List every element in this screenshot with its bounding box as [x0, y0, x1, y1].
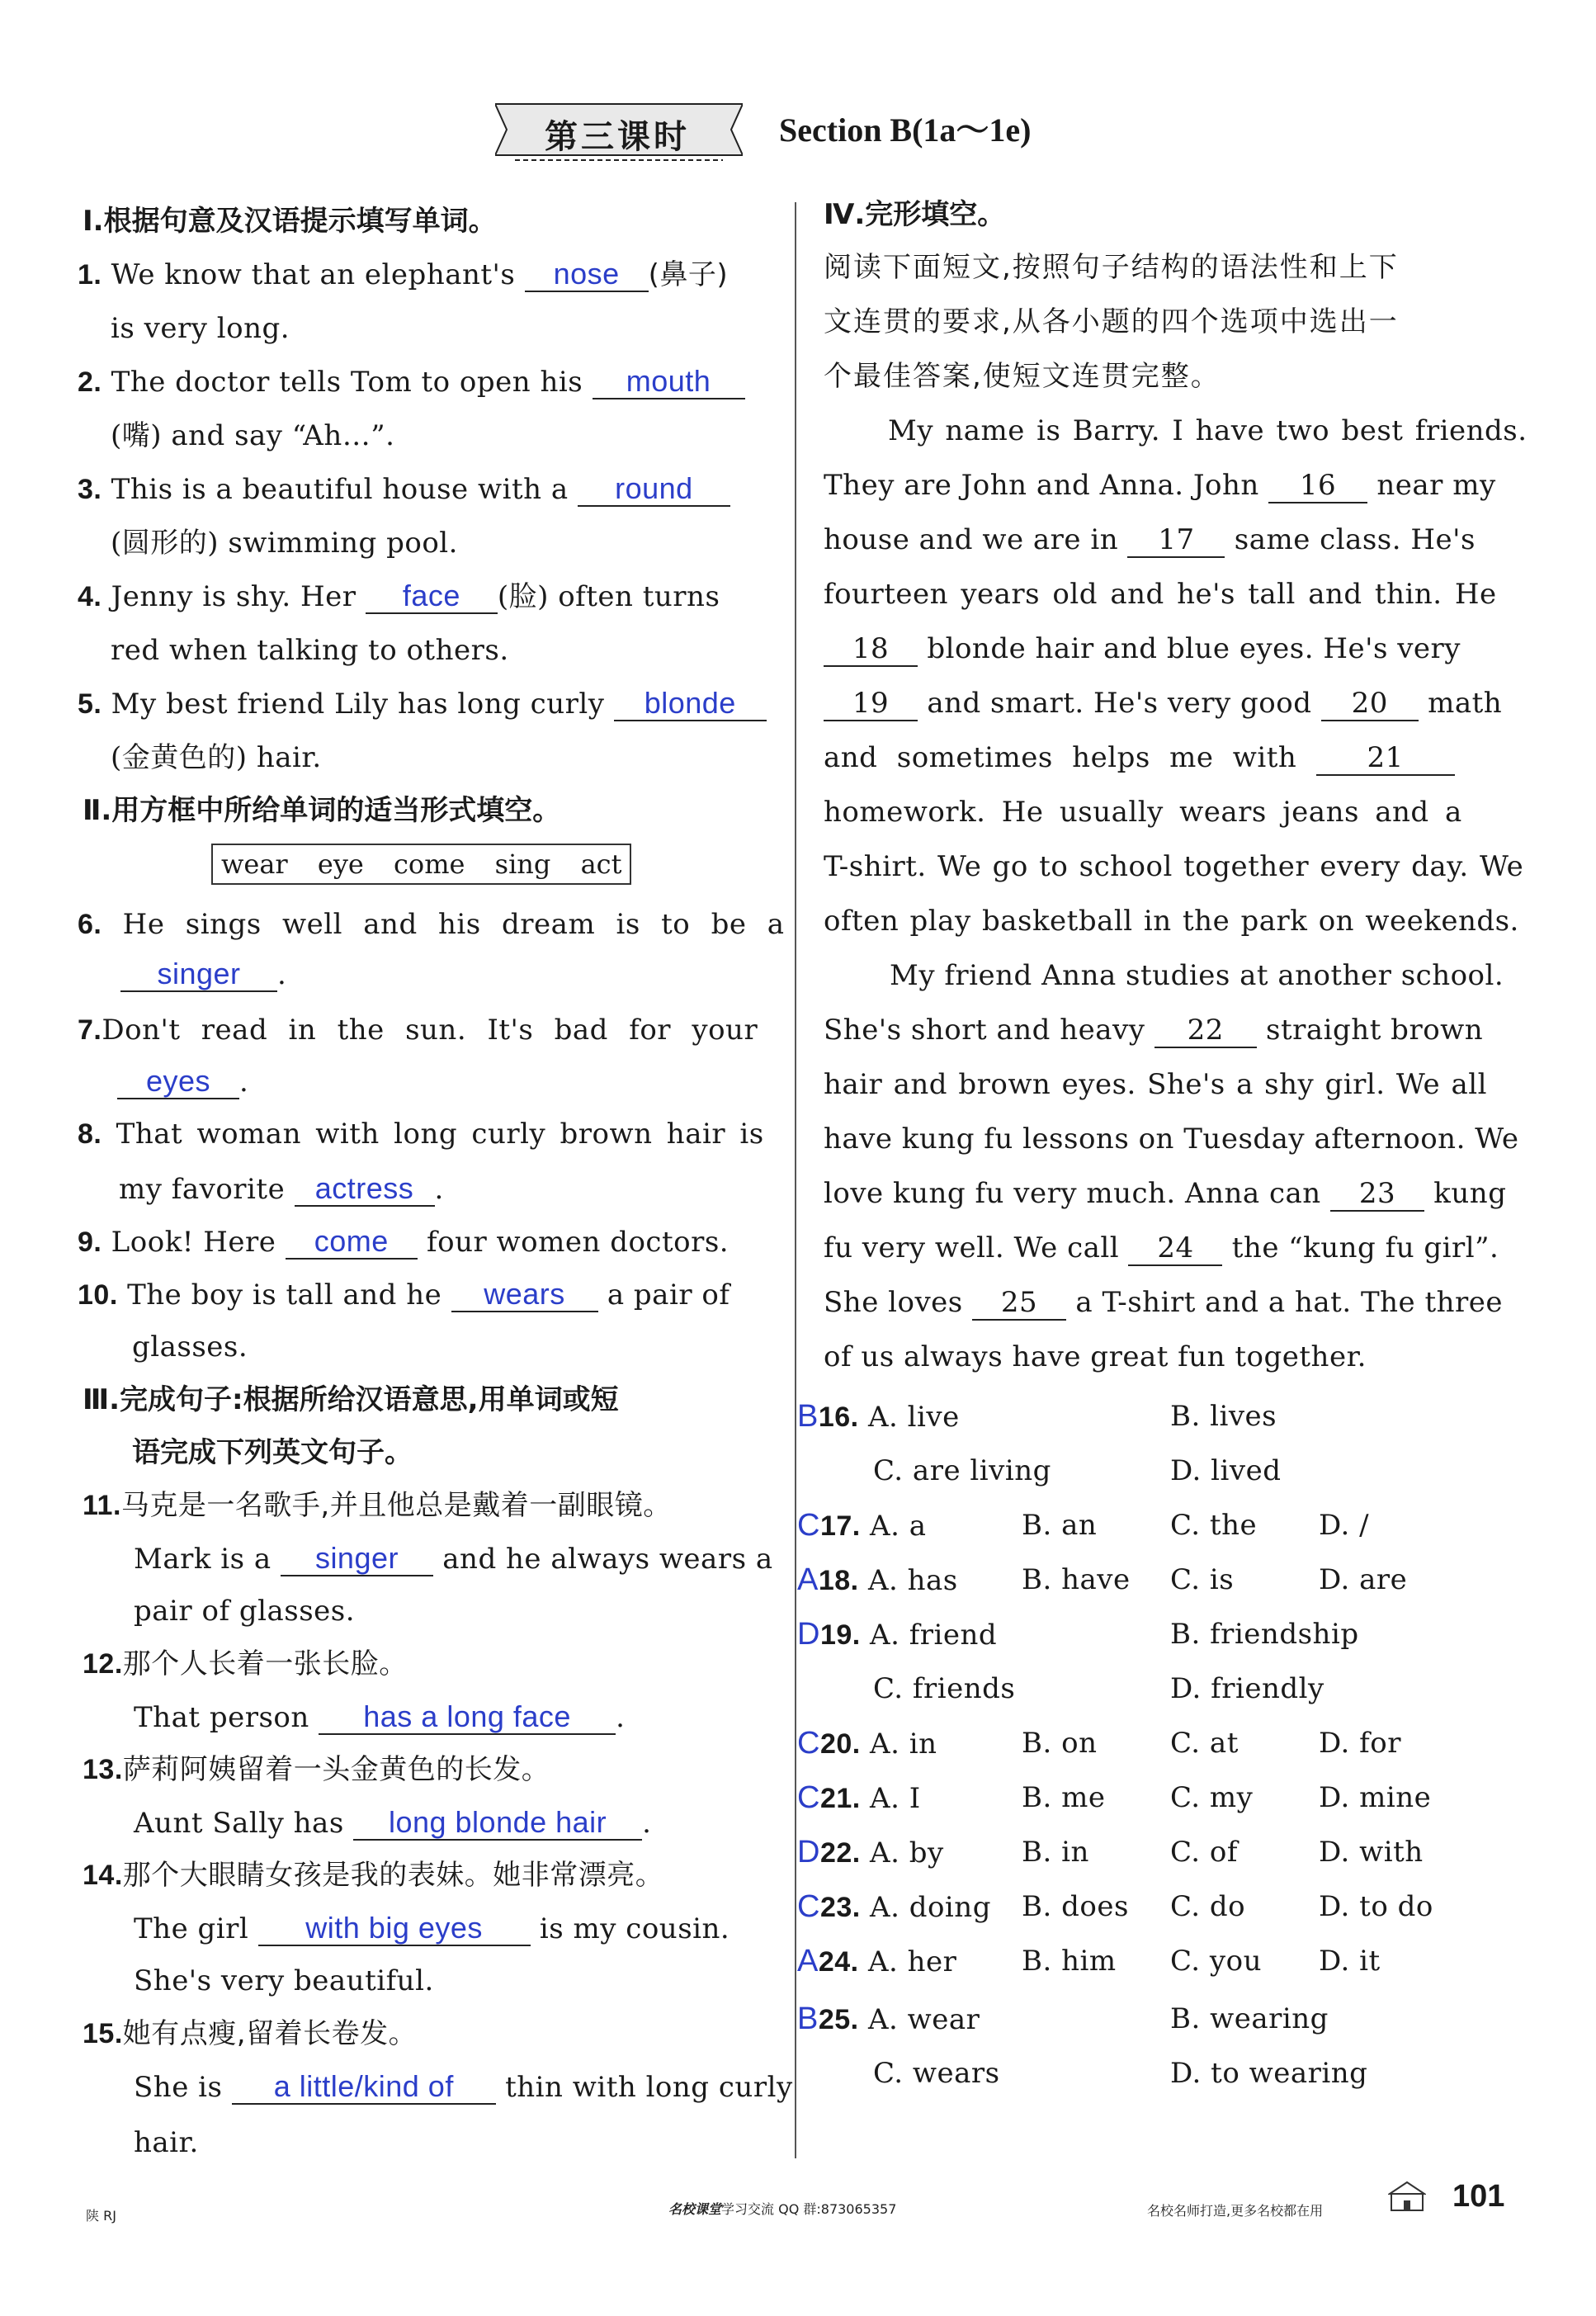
footer-center: 名校课堂学习交流 QQ 群:873065357	[668, 2201, 897, 2217]
q2-answer: mouth	[593, 365, 745, 399]
blank-18: 18	[824, 632, 918, 667]
option-17-c: C. the	[1170, 1509, 1258, 1542]
option-23-b: B. does	[1022, 1890, 1129, 1923]
q7-line2: eyes .	[117, 1065, 248, 1099]
option-21-b: B. me	[1022, 1781, 1106, 1814]
part4-instr-3: 个最佳答案,使短文连贯完整。	[824, 360, 1221, 393]
q8-line1: 8. That woman with long curly brown hair is	[78, 1118, 764, 1151]
passage-line-2: They are John and Anna. John 16 near my	[824, 469, 1496, 502]
option-18-c: C. is	[1170, 1563, 1235, 1596]
q14-answer: with big eyes	[258, 1912, 531, 1946]
option-23-d: D. to do	[1319, 1890, 1433, 1923]
option-row-18: A18. A. has	[797, 1562, 958, 1597]
q15-answer: a little/kind of	[232, 2070, 496, 2105]
lesson-title: 第三课时	[545, 118, 690, 156]
option-22-c: C. of	[1170, 1836, 1238, 1869]
passage-line-4: fourteen years old and he's tall and thin. He	[824, 578, 1497, 611]
passage-line-12: She's short and heavy 22 straight brown	[824, 1014, 1484, 1047]
passage-line-18: of us always have great fun together.	[824, 1340, 1367, 1373]
option-25-d: D. to wearing	[1170, 2057, 1368, 2090]
footer-brand: 名校课堂	[668, 2201, 722, 2217]
passage-line-7: and sometimes helps me with 21	[824, 741, 1455, 776]
option-row-22: D22. A. by	[797, 1835, 944, 1869]
option-17-d: D. /	[1319, 1509, 1370, 1542]
option-row-21: C21. A. I	[797, 1780, 921, 1815]
option-16-b: B. lives	[1170, 1400, 1277, 1433]
footer-edition: 陕 RJ	[86, 2208, 116, 2224]
blank-21: 21	[1316, 741, 1455, 776]
option-25-b: B. wearing	[1170, 2002, 1329, 2035]
part1-title: Ⅰ.根据句意及汉语提示填写单词。	[83, 205, 497, 238]
passage-line-17: She loves 25 a T-shirt and a hat. The three	[824, 1286, 1504, 1319]
passage-line-16: fu very well. We call 24 the “kung fu girl”.	[824, 1231, 1499, 1264]
q13-answer: long blonde hair	[353, 1806, 642, 1841]
blank-23: 23	[1330, 1177, 1424, 1212]
option-row-19: D19. A. friend	[797, 1617, 998, 1652]
q11-zh: 11.马克是一名歌手,并且他总是戴着一副眼镜。	[83, 1489, 672, 1522]
q5-line2: (金黄色的) hair.	[111, 741, 322, 774]
q4-answer: face	[366, 579, 498, 614]
footer-slogan: 名校名师打造,更多名校都在用	[1147, 2203, 1324, 2219]
blank-24: 24	[1128, 1231, 1222, 1266]
blank-25: 25	[972, 1286, 1066, 1321]
q2-line1: 2. The doctor tells Tom to open his mouth	[78, 365, 745, 399]
q13-en: Aunt Sally has long blonde hair .	[134, 1805, 652, 1840]
lesson-badge	[495, 97, 743, 162]
q6-answer: singer	[120, 957, 277, 992]
q1-line2: is very long.	[111, 312, 290, 345]
passage-line-14: have kung fu lessons on Tuesday afternoon. We	[824, 1123, 1519, 1156]
answer-21: C	[797, 1780, 820, 1815]
option-21-c: C. my	[1170, 1781, 1254, 1814]
word-box: wear eye come sing act	[211, 844, 631, 885]
passage-line-6: 19 and smart. He's very good 20 math	[824, 687, 1502, 721]
q6-line2: singer .	[120, 957, 286, 992]
option-18-b: B. have	[1022, 1563, 1131, 1596]
section-title: Section B(1a～1e)	[779, 111, 1032, 149]
option-23-c: C. do	[1170, 1890, 1246, 1923]
option-18-d: D. are	[1319, 1563, 1408, 1596]
passage-line-3: house and we are in 17 same class. He's	[824, 523, 1476, 556]
option-row-23: C23. A. doing	[797, 1889, 991, 1924]
q8-answer: actress	[295, 1172, 435, 1207]
part4-instr-1: 阅读下面短文,按照句子结构的语法性和上下	[824, 251, 1399, 284]
q10-line1: 10. The boy is tall and he wears a pair of	[78, 1277, 730, 1312]
q14-en-2: She's very beautiful.	[134, 1964, 434, 1997]
option-24-d: D. it	[1319, 1945, 1381, 1978]
passage-line-8: homework. He usually wears jeans and a	[824, 796, 1462, 829]
q12-answer: has a long face	[319, 1700, 616, 1735]
option-19-d: D. friendly	[1170, 1672, 1324, 1705]
passage-line-9: T-shirt. We go to school together every day. We	[824, 850, 1524, 883]
option-20-d: D. for	[1319, 1727, 1401, 1760]
q12-en: That person has a long face .	[134, 1699, 626, 1734]
q15-zh: 15.她有点瘦,留着长卷发。	[83, 2017, 418, 2050]
part4-instr-2: 文连贯的要求,从各小题的四个选项中选出一	[824, 305, 1399, 338]
option-row-24: A24. A. her	[797, 1944, 957, 1978]
q2-line2: (嘴) and say “Ah…”.	[111, 419, 395, 452]
q10-line2: glasses.	[132, 1331, 248, 1364]
q7-line1: 7.Don't read in the sun. It's bad for your	[78, 1014, 758, 1047]
option-19-c: C. friends	[873, 1672, 1016, 1705]
answer-24: A	[797, 1944, 819, 1978]
q13-zh: 13.萨莉阿姨留着一头金黄色的长发。	[83, 1753, 550, 1786]
q15-en-2: hair.	[134, 2126, 199, 2159]
q12-zh: 12.那个人长着一张长脸。	[83, 1647, 408, 1680]
q9-answer: come	[286, 1225, 418, 1260]
q15-en: She is a little/kind of thin with long curly	[134, 2069, 793, 2104]
passage-line-10: often play basketball in the park on weekends.	[824, 905, 1519, 938]
option-row-25: B25. A. wear	[797, 2002, 980, 2036]
q11-en-2: pair of glasses.	[134, 1595, 356, 1628]
blank-19: 19	[824, 687, 918, 721]
answer-17: C	[797, 1508, 820, 1543]
passage-line-11: My friend Anna studies at another school.	[890, 959, 1504, 992]
q10-answer: wears	[451, 1278, 598, 1312]
option-22-d: D. with	[1319, 1836, 1424, 1869]
option-20-b: B. on	[1022, 1727, 1098, 1760]
option-22-b: B. in	[1022, 1836, 1089, 1869]
passage-line-1: My name is Barry. I have two best friends.	[888, 414, 1528, 447]
answer-20: C	[797, 1726, 820, 1761]
q9-line: 9. Look! Here come four women doctors.	[78, 1224, 730, 1259]
q3-line2: (圆形的) swimming pool.	[111, 527, 458, 560]
q1-answer: nose	[525, 258, 649, 292]
q1-line1: 1. We know that an elephant's nose (鼻子)	[78, 257, 729, 291]
answer-19: D	[797, 1617, 820, 1652]
answer-18: A	[797, 1562, 819, 1597]
q4-line1: 4. Jenny is shy. Her face (脸) often turns	[78, 579, 720, 613]
part4-title: Ⅳ.完形填空。	[824, 198, 1006, 231]
part2-title: Ⅱ.用方框中所给单词的适当形式填空。	[83, 794, 561, 827]
blank-22: 22	[1155, 1014, 1257, 1048]
option-row-16: B16. A. live	[797, 1399, 960, 1434]
q3-answer: round	[578, 472, 730, 507]
passage-line-13: hair and brown eyes. She's a shy girl. We all	[824, 1068, 1488, 1101]
blank-16: 16	[1268, 469, 1367, 503]
q8-line2: my favorite actress .	[119, 1171, 444, 1206]
answer-16: B	[797, 1399, 819, 1434]
column-divider	[795, 202, 796, 2158]
q5-answer: blonde	[614, 687, 767, 721]
option-row-17: C17. A. a	[797, 1508, 927, 1543]
passage-line-5: 18 blonde hair and blue eyes. He's very	[824, 632, 1461, 667]
option-19-b: B. friendship	[1170, 1618, 1359, 1651]
option-17-b: B. an	[1022, 1509, 1098, 1542]
q6-line1: 6. He sings well and his dream is to be a	[78, 908, 785, 941]
q14-zh: 14.那个大眼睛女孩是我的表妹。她非常漂亮。	[83, 1859, 664, 1892]
footer-logo-icon	[1388, 2179, 1426, 2219]
q11-en: Mark is a singer and he always wears a	[134, 1541, 773, 1576]
q3-line1: 3. This is a beautiful house with a round	[78, 472, 730, 507]
q7-answer: eyes	[117, 1065, 239, 1099]
option-24-c: C. you	[1170, 1945, 1262, 1978]
answer-23: C	[797, 1889, 820, 1924]
option-row-20: C20. A. in	[797, 1726, 937, 1761]
part3-title-1: Ⅲ.完成句子:根据所给汉语意思,用单词或短	[83, 1383, 619, 1416]
passage-line-15: love kung fu very much. Anna can 23 kung	[824, 1177, 1507, 1210]
option-21-d: D. mine	[1319, 1781, 1432, 1814]
q11-answer: singer	[281, 1542, 433, 1576]
answer-25: B	[797, 2002, 819, 2036]
answer-22: D	[797, 1835, 820, 1869]
q14-en: The girl with big eyes is my cousin.	[134, 1911, 730, 1945]
option-16-d: D. lived	[1170, 1454, 1282, 1487]
q4-line2: red when talking to others.	[111, 634, 509, 667]
q5-line1: 5. My best friend Lily has long curly blonde	[78, 687, 767, 721]
part3-title-2: 语完成下列英文句子。	[132, 1436, 413, 1469]
option-24-b: B. him	[1022, 1945, 1117, 1978]
option-20-c: C. at	[1170, 1727, 1239, 1760]
option-16-c: C. are living	[873, 1454, 1051, 1487]
page-number: 101	[1452, 2179, 1505, 2214]
blank-17: 17	[1127, 523, 1225, 558]
option-25-c: C. wears	[873, 2057, 1000, 2090]
blank-20: 20	[1321, 687, 1419, 721]
